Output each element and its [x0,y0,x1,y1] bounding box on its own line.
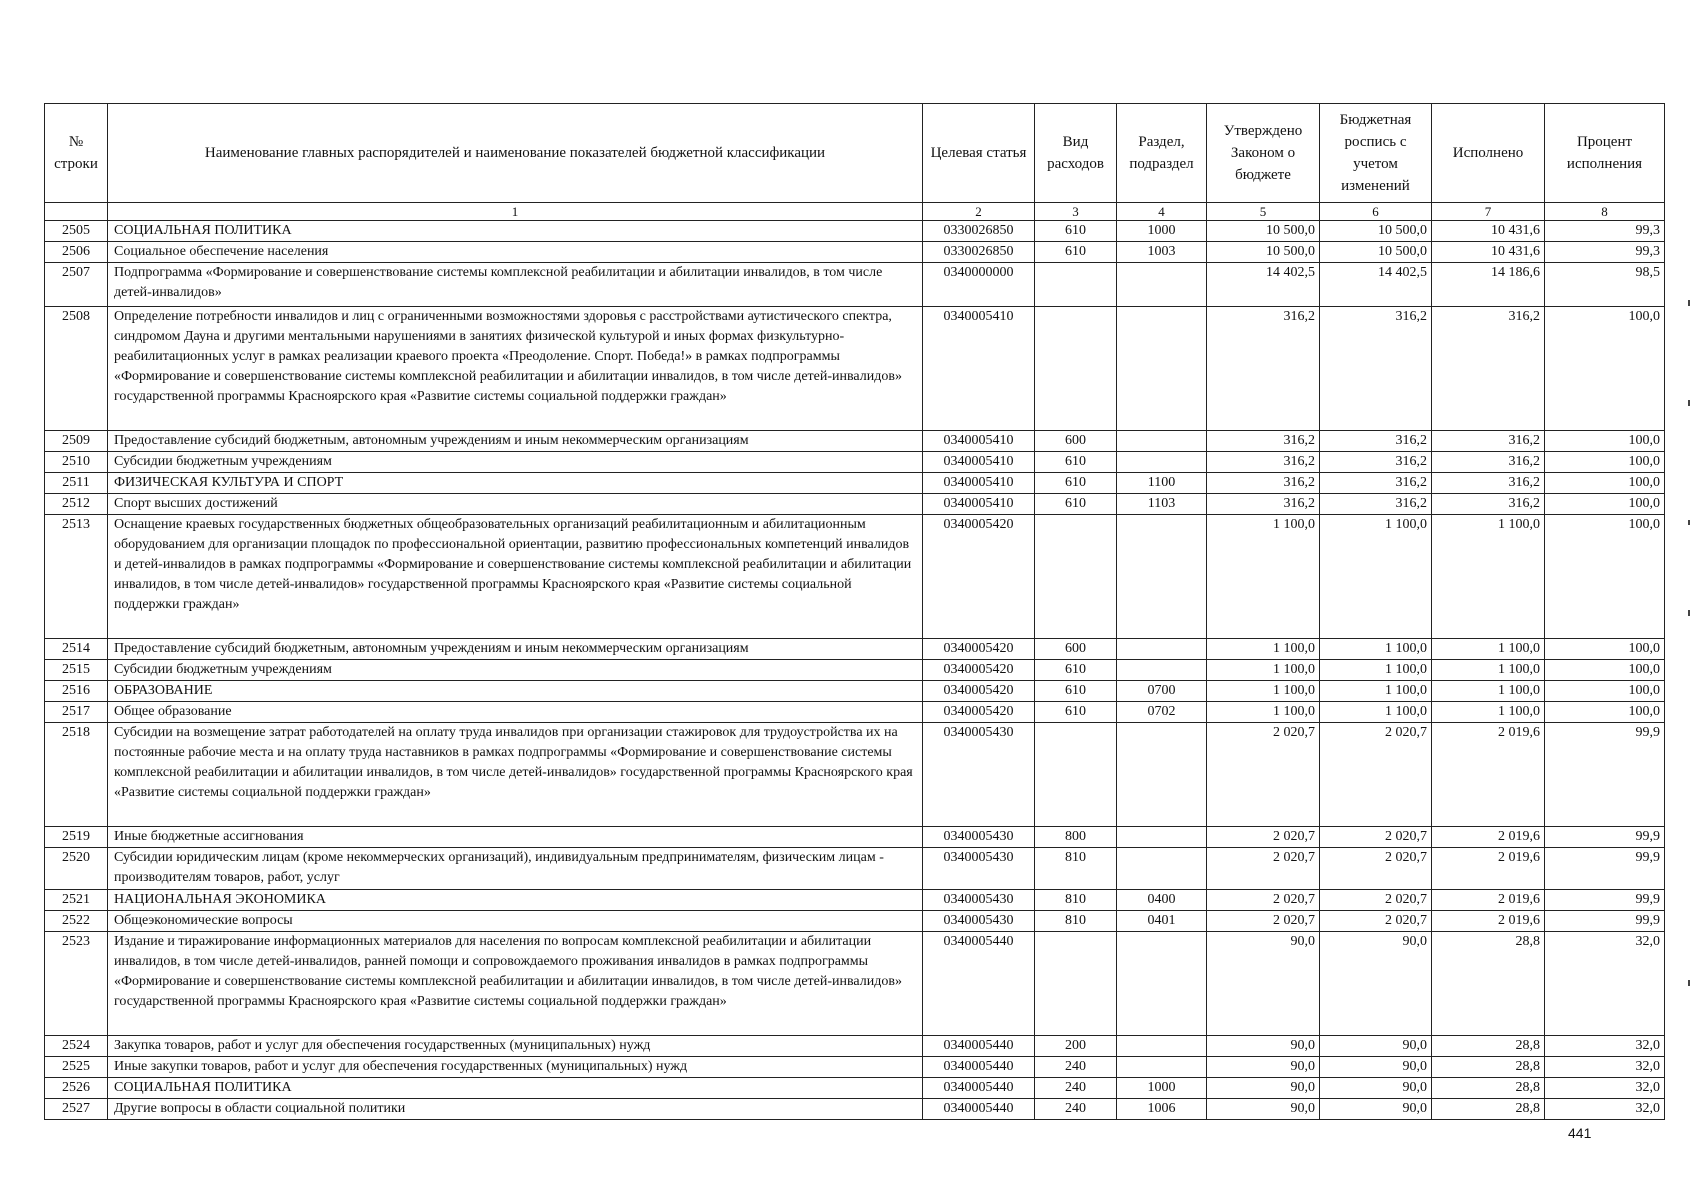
row-executed: 10 431,6 [1432,221,1545,242]
row-target-article: 0340005420 [923,660,1035,681]
row-name: Закупка товаров, работ и услуг для обеспечения государственных (муниципальных) нужд [108,1036,923,1057]
scan-edge-mark [1688,300,1690,306]
table-row [45,1078,1665,1099]
row-approved: 1 100,0 [1207,702,1320,723]
row-section [1117,307,1207,431]
row-percent: 32,0 [1545,1057,1665,1078]
row-percent: 32,0 [1545,1036,1665,1057]
row-budget-list: 1 100,0 [1320,681,1432,702]
row-percent: 100,0 [1545,431,1665,452]
row-budget-list: 90,0 [1320,932,1432,1036]
row-name: Издание и тиражирование информационных материалов для населения по вопросам комплексной реабилитации и абилитации инвалидов, в том числе детей-инвалидов, ранней помощи и сопровождаемого проживания инвалидов в рамках подпрограммы «Формирование и совершенствование системы комплексной реабилитации и абилитации инвалидов, в том числе детей-инвалидов» государственной программы Красноярского края «Развитие системы социальной поддержки граждан» [108,932,923,1036]
row-target-article: 0340005430 [923,911,1035,932]
row-executed: 1 100,0 [1432,702,1545,723]
row-approved: 2 020,7 [1207,911,1320,932]
row-name: Общее образование [108,702,923,723]
row-expense-type: 610 [1035,473,1117,494]
row-target-article: 0340005410 [923,452,1035,473]
row-name: Спорт высших достижений [108,494,923,515]
table-row [45,932,1665,1036]
row-number: 2507 [45,263,108,307]
row-budget-list: 2 020,7 [1320,827,1432,848]
col-number: 3 [1035,203,1117,221]
row-executed: 316,2 [1432,307,1545,431]
row-percent: 100,0 [1545,307,1665,431]
table-row [45,1036,1665,1057]
row-section: 0700 [1117,681,1207,702]
row-number: 2510 [45,452,108,473]
row-section: 0400 [1117,890,1207,911]
row-executed: 2 019,6 [1432,911,1545,932]
table-row [45,681,1665,702]
row-expense-type: 810 [1035,890,1117,911]
row-approved: 90,0 [1207,1099,1320,1120]
row-executed: 28,8 [1432,1099,1545,1120]
row-executed: 2 019,6 [1432,848,1545,890]
row-section: 0702 [1117,702,1207,723]
row-executed: 316,2 [1432,452,1545,473]
row-expense-type: 800 [1035,827,1117,848]
row-name: Оснащение краевых государственных бюджетных общеобразовательных организаций реабилитационным и абилитационным оборудованием для организации площадок по профессиональной ориентации, развитию профессиональных компетенций инвалидов и детей-инвалидов в рамках подпрограммы «Формирование и совершенствование системы комплексной реабилитации и абилитации инвалидов, в том числе детей-инвалидов» государственной программы Красноярского края «Развитие системы социальной поддержки граждан» [108,515,923,639]
table-body [45,221,1665,1120]
row-approved: 2 020,7 [1207,890,1320,911]
col-number: 2 [923,203,1035,221]
row-number: 2522 [45,911,108,932]
row-section [1117,723,1207,827]
row-section: 1000 [1117,221,1207,242]
row-percent: 99,9 [1545,827,1665,848]
row-name: ОБРАЗОВАНИЕ [108,681,923,702]
row-executed: 1 100,0 [1432,515,1545,639]
row-target-article: 0340005410 [923,494,1035,515]
row-approved: 90,0 [1207,1057,1320,1078]
row-percent: 100,0 [1545,452,1665,473]
column-number-row [45,203,1665,221]
row-expense-type: 610 [1035,702,1117,723]
row-section [1117,660,1207,681]
row-percent: 100,0 [1545,515,1665,639]
row-target-article: 0340000000 [923,263,1035,307]
row-executed: 1 100,0 [1432,639,1545,660]
row-section: 1006 [1117,1099,1207,1120]
row-name: Субсидии бюджетным учреждениям [108,452,923,473]
row-name: СОЦИАЛЬНАЯ ПОЛИТИКА [108,221,923,242]
row-section [1117,639,1207,660]
row-budget-list: 2 020,7 [1320,723,1432,827]
table-row [45,494,1665,515]
row-name: Социальное обеспечение населения [108,242,923,263]
row-number: 2509 [45,431,108,452]
row-name: Иные закупки товаров, работ и услуг для обеспечения государственных (муниципальных) нужд [108,1057,923,1078]
table-row [45,307,1665,431]
col-number: 8 [1545,203,1665,221]
row-budget-list: 90,0 [1320,1036,1432,1057]
row-expense-type: 810 [1035,848,1117,890]
row-target-article: 0340005440 [923,1036,1035,1057]
row-number: 2508 [45,307,108,431]
row-number: 2521 [45,890,108,911]
row-budget-list: 1 100,0 [1320,702,1432,723]
table-row [45,452,1665,473]
row-expense-type [1035,932,1117,1036]
table-row [45,221,1665,242]
row-target-article: 0330026850 [923,242,1035,263]
row-approved: 316,2 [1207,452,1320,473]
row-target-article: 0340005420 [923,702,1035,723]
row-approved: 10 500,0 [1207,242,1320,263]
row-name: Предоставление субсидий бюджетным, автономным учреждениям и иным некоммерческим организациям [108,639,923,660]
row-target-article: 0340005420 [923,515,1035,639]
scan-edge-mark [1688,400,1690,406]
row-section [1117,515,1207,639]
row-approved: 2 020,7 [1207,723,1320,827]
row-approved: 1 100,0 [1207,660,1320,681]
row-percent: 100,0 [1545,702,1665,723]
row-expense-type: 610 [1035,681,1117,702]
row-number: 2525 [45,1057,108,1078]
row-target-article: 0340005440 [923,1078,1035,1099]
header-expense-type: Вид расходов [1035,104,1117,203]
row-percent: 32,0 [1545,932,1665,1036]
row-executed: 28,8 [1432,1057,1545,1078]
row-executed: 316,2 [1432,494,1545,515]
row-percent: 99,9 [1545,890,1665,911]
row-budget-list: 2 020,7 [1320,848,1432,890]
header-row [45,104,1665,203]
row-budget-list: 90,0 [1320,1057,1432,1078]
row-target-article: 0340005430 [923,723,1035,827]
row-section [1117,452,1207,473]
row-percent: 100,0 [1545,681,1665,702]
row-percent: 99,3 [1545,221,1665,242]
row-expense-type: 240 [1035,1057,1117,1078]
table-row [45,702,1665,723]
row-approved: 90,0 [1207,1078,1320,1099]
row-percent: 98,5 [1545,263,1665,307]
row-section: 1100 [1117,473,1207,494]
row-executed: 28,8 [1432,932,1545,1036]
row-number: 2513 [45,515,108,639]
table-row [45,890,1665,911]
row-target-article: 0340005440 [923,1057,1035,1078]
row-number: 2519 [45,827,108,848]
col-number: 5 [1207,203,1320,221]
row-name: Другие вопросы в области социальной политики [108,1099,923,1120]
row-target-article: 0340005430 [923,890,1035,911]
row-percent: 100,0 [1545,473,1665,494]
row-name: НАЦИОНАЛЬНАЯ ЭКОНОМИКА [108,890,923,911]
row-budget-list: 1 100,0 [1320,660,1432,681]
table-row [45,723,1665,827]
row-approved: 2 020,7 [1207,827,1320,848]
row-budget-list: 316,2 [1320,431,1432,452]
row-expense-type: 810 [1035,911,1117,932]
row-number: 2516 [45,681,108,702]
row-executed: 316,2 [1432,431,1545,452]
row-section: 1003 [1117,242,1207,263]
row-approved: 10 500,0 [1207,221,1320,242]
row-executed: 2 019,6 [1432,890,1545,911]
scan-edge-mark [1688,520,1690,525]
row-budget-list: 316,2 [1320,307,1432,431]
row-percent: 32,0 [1545,1099,1665,1120]
row-approved: 316,2 [1207,307,1320,431]
row-budget-list: 316,2 [1320,494,1432,515]
row-expense-type: 240 [1035,1099,1117,1120]
row-budget-list: 90,0 [1320,1099,1432,1120]
row-budget-list: 14 402,5 [1320,263,1432,307]
row-expense-type: 610 [1035,494,1117,515]
row-section: 1000 [1117,1078,1207,1099]
header-row-no: № строки [45,104,108,203]
row-number: 2524 [45,1036,108,1057]
row-name: Субсидии бюджетным учреждениям [108,660,923,681]
row-percent: 99,9 [1545,848,1665,890]
row-approved: 1 100,0 [1207,515,1320,639]
table-row [45,515,1665,639]
header-budget-list: Бюджетная роспись с учетом изменений [1320,104,1432,203]
col-number: 7 [1432,203,1545,221]
page-number: 441 [1568,1125,1592,1141]
row-number: 2517 [45,702,108,723]
row-target-article: 0330026850 [923,221,1035,242]
row-percent: 100,0 [1545,639,1665,660]
row-approved: 14 402,5 [1207,263,1320,307]
row-approved: 2 020,7 [1207,848,1320,890]
row-section [1117,932,1207,1036]
table-row [45,1057,1665,1078]
row-expense-type [1035,263,1117,307]
row-expense-type [1035,307,1117,431]
row-name: Субсидии на возмещение затрат работодателей на оплату труда инвалидов при организации стажировок для трудоустройства их на постоянные рабочие места и на оплату труда наставников в рамках подпрограммы «Формирование и совершенствование системы комплексной реабилитации и абилитации инвалидов, в том числе детей-инвалидов» государственной программы Красноярского края «Развитие системы социальной поддержки граждан» [108,723,923,827]
header-name: Наименование главных распорядителей и наименование показателей бюджетной классификации [108,104,923,203]
budget-execution-table-sheet [44,103,1664,1120]
row-name: СОЦИАЛЬНАЯ ПОЛИТИКА [108,1078,923,1099]
row-expense-type: 610 [1035,221,1117,242]
row-budget-list: 2 020,7 [1320,911,1432,932]
row-section: 1103 [1117,494,1207,515]
row-executed: 1 100,0 [1432,660,1545,681]
row-executed: 10 431,6 [1432,242,1545,263]
row-name: Определение потребности инвалидов и лиц с ограниченными возможностями здоровья с расстройствами аутистического спектра, синдромом Дауна и другими ментальными нарушениями в занятиях физической культурой и иных формах физкультурно-реабилитационных услуг в рамках реализации краевого проекта «Преодоление. Спорт. Победа!» в рамках подпрограммы «Формирование и совершенствование системы комплексной реабилитации и абилитации инвалидов, в том числе детей-инвалидов» государственной программы Красноярского края «Развитие системы социальной поддержки граждан» [108,307,923,431]
row-executed: 1 100,0 [1432,681,1545,702]
row-executed: 2 019,6 [1432,827,1545,848]
row-percent: 100,0 [1545,494,1665,515]
row-expense-type: 610 [1035,242,1117,263]
row-expense-type: 600 [1035,431,1117,452]
row-name: Общеэкономические вопросы [108,911,923,932]
row-executed: 316,2 [1432,473,1545,494]
row-budget-list: 10 500,0 [1320,242,1432,263]
table-row [45,639,1665,660]
row-approved: 90,0 [1207,1036,1320,1057]
row-expense-type: 600 [1035,639,1117,660]
row-expense-type: 610 [1035,452,1117,473]
row-number: 2515 [45,660,108,681]
row-number: 2505 [45,221,108,242]
row-budget-list: 10 500,0 [1320,221,1432,242]
row-budget-list: 2 020,7 [1320,890,1432,911]
header-target: Целевая статья [923,104,1035,203]
table-row [45,473,1665,494]
row-budget-list: 90,0 [1320,1078,1432,1099]
row-name: Субсидии юридическим лицам (кроме некоммерческих организаций), индивидуальным предпринимателям, физическим лицам - производителям товаров, работ, услуг [108,848,923,890]
col-number: 4 [1117,203,1207,221]
row-budget-list: 316,2 [1320,473,1432,494]
row-number: 2518 [45,723,108,827]
row-section: 0401 [1117,911,1207,932]
scan-edge-mark [1688,980,1690,986]
scan-edge-mark [1688,610,1690,616]
row-number: 2506 [45,242,108,263]
row-percent: 99,3 [1545,242,1665,263]
table-row [45,827,1665,848]
row-executed: 2 019,6 [1432,723,1545,827]
row-number: 2512 [45,494,108,515]
row-section [1117,848,1207,890]
table-row [45,431,1665,452]
table-row [45,1099,1665,1120]
budget-table [44,103,1665,1120]
row-approved: 1 100,0 [1207,681,1320,702]
row-budget-list: 316,2 [1320,452,1432,473]
table-row [45,660,1665,681]
row-approved: 316,2 [1207,473,1320,494]
row-executed: 28,8 [1432,1036,1545,1057]
row-section [1117,263,1207,307]
row-target-article: 0340005440 [923,1099,1035,1120]
row-target-article: 0340005410 [923,431,1035,452]
row-target-article: 0340005410 [923,473,1035,494]
row-budget-list: 1 100,0 [1320,515,1432,639]
row-budget-list: 1 100,0 [1320,639,1432,660]
row-approved: 316,2 [1207,431,1320,452]
table-row [45,848,1665,890]
row-number: 2520 [45,848,108,890]
row-executed: 14 186,6 [1432,263,1545,307]
row-percent: 99,9 [1545,911,1665,932]
row-percent: 32,0 [1545,1078,1665,1099]
row-expense-type [1035,723,1117,827]
row-name: Предоставление субсидий бюджетным, автономным учреждениям и иным некоммерческим организациям [108,431,923,452]
row-approved: 316,2 [1207,494,1320,515]
row-expense-type: 610 [1035,660,1117,681]
row-approved: 1 100,0 [1207,639,1320,660]
row-name: ФИЗИЧЕСКАЯ КУЛЬТУРА И СПОРТ [108,473,923,494]
row-target-article: 0340005410 [923,307,1035,431]
header-executed: Исполнено [1432,104,1545,203]
row-target-article: 0340005430 [923,827,1035,848]
table-row [45,242,1665,263]
table-row [45,263,1665,307]
row-target-article: 0340005420 [923,639,1035,660]
row-expense-type: 240 [1035,1078,1117,1099]
row-target-article: 0340005420 [923,681,1035,702]
row-expense-type [1035,515,1117,639]
row-target-article: 0340005430 [923,848,1035,890]
header-percent: Процент исполнения [1545,104,1665,203]
table-row [45,911,1665,932]
row-executed: 28,8 [1432,1078,1545,1099]
row-section [1117,1057,1207,1078]
row-section [1117,431,1207,452]
row-name: Иные бюджетные ассигнования [108,827,923,848]
row-number: 2511 [45,473,108,494]
row-section [1117,1036,1207,1057]
row-number: 2514 [45,639,108,660]
row-number: 2526 [45,1078,108,1099]
row-name: Подпрограмма «Формирование и совершенствование системы комплексной реабилитации и абилитации инвалидов, в том числе детей-инвалидов» [108,263,923,307]
col-number: 6 [1320,203,1432,221]
row-section [1117,827,1207,848]
row-number: 2523 [45,932,108,1036]
col-number [45,203,108,221]
row-number: 2527 [45,1099,108,1120]
row-approved: 90,0 [1207,932,1320,1036]
header-section: Раздел, подраздел [1117,104,1207,203]
row-percent: 99,9 [1545,723,1665,827]
header-approved: Утверждено Законом о бюджете [1207,104,1320,203]
col-number: 1 [108,203,923,221]
row-target-article: 0340005440 [923,932,1035,1036]
row-expense-type: 200 [1035,1036,1117,1057]
row-percent: 100,0 [1545,660,1665,681]
